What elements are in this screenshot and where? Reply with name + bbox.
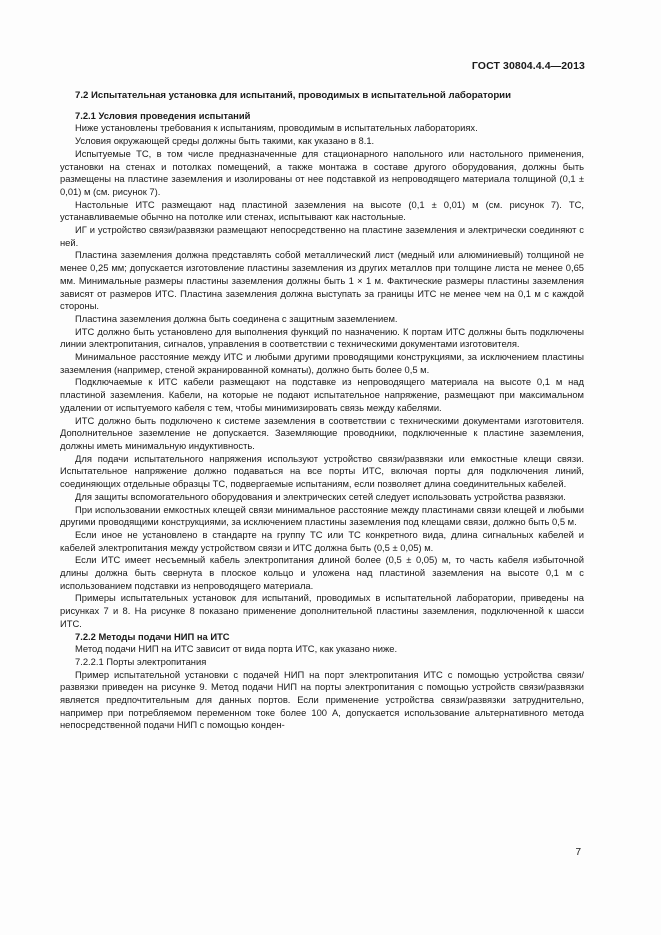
paragraph: Условия окружающей среды должны быть такими, как указано в 8.1. xyxy=(75,135,375,147)
paragraph: Для защиты вспомогательного оборудования и электрических сетей следует использовать устройства развязки. xyxy=(75,490,566,502)
paragraph: Пластина заземления должна представлять собой металлический лист (медный или алюминиевый) толщиной не менее 0,25 мм; допускается изготовление пластины заземления из других металлов при толщине листа не менее 0,65 мм. Минимальные размеры пластины заземления должны быть 1 × 1 м. Фактические размеры пластины заземления зависят от размеров ИТС. Пластина заземления должна выступать за границы ИТС не менее чем на 0,1 м с каждой стороны. xyxy=(60,249,584,312)
paragraph: Пример испытательной установки с подачей НИП на порт электропитания ИТС с помощью устройства связи/развязки приведен на рисунке 9. Метод подачи НИП на порты электропитания с помощью устройств связи/развязки является предпочтительным для данных портов. Если применение устройства связи/развязки затруднительно, например при потребляемом переменном токе более 100 А, допускается использование альтернативного метода непосредственной подачи НИП с помощью конден- xyxy=(60,668,584,731)
page-content xyxy=(60,90,584,732)
paragraph: Метод подачи НИП на ИТС зависит от вида порта ИТС, как указано ниже. xyxy=(75,643,398,655)
paragraph: При использовании емкостных клещей связи минимальное расстояние между пластинами связи клещей и любыми другими проводящими конструкциями, за исключением пластины заземления под клещами связи, должно быть 0,5 м. xyxy=(60,503,584,528)
paragraph: Если иное не установлено в стандарте на группу ТС или ТС конкретного вида, длина сигнальных кабелей и кабелей электропитания между устройством связи и ИТС должна быть (0,5 ± 0,05) м. xyxy=(60,528,584,553)
subsection-heading: 7.2.1 Условия проведения испытаний xyxy=(75,109,251,121)
subsection-body xyxy=(60,122,584,630)
paragraph: Ниже установлены требования к испытаниям, проводимым в испытательных лабораториях. xyxy=(75,122,478,134)
paragraph: ИТС должно быть установлено для выполнения функций по назначению. К портам ИТС должны быть подключены линии электропитания, сигналов, управления в соответствии с техническими документами изготовителя. xyxy=(60,325,584,350)
paragraph: ИТС должно быть подключено к системе заземления в соответствии с техническими документами изготовителя. Дополнительное заземление не допускается. Заземляющие проводники, подключенные к пластине заземления, должны иметь минимальную индуктивность. xyxy=(60,414,584,451)
paragraph: Если ИТС имеет несъемный кабель электропитания длиной более (0,5 ± 0,05) м, то часть кабеля избыточной длины должна быть свернута в плоское кольцо и уложена над пластиной заземления на высоте 0,1 м с использованием подставки из непроводящего материала. xyxy=(60,554,584,591)
paragraph: Для подачи испытательного напряжения используют устройство связи/развязки или емкостные клещи связи. Испытательное напряжение должно подаваться на все порты ИТС, включая порты для подключения линий, соединяющих отдельные образцы ТС, подвергаемые испытаниям, если позволяет длина соединительных кабелей. xyxy=(60,452,584,490)
clause-heading: 7.2.2.1 Порты электропитания xyxy=(75,655,207,667)
standard-designation: ГОСТ 30804.4.4—2013 xyxy=(471,60,585,72)
paragraph: Примеры испытательных установок для испытаний, проводимых в испытательной лаборатории, приведены на рисунках 7 и 8. На рисунке 8 показано применение дополнительной пластины заземления, подключенной к шасси ИТС. xyxy=(60,592,584,629)
section-heading: 7.2 Испытательная установка для испытаний, проводимых в испытательной лаборатории xyxy=(75,90,511,101)
paragraph: Подключаемые к ИТС кабели размещают на подставке из непроводящего материала на высоте 0,1 м над пластиной заземления. Кабели, на которые не подают испытательное напряжение, размещают при максимальном удалении от испытуемого кабеля с тем, чтобы минимизировать связь между кабелями. xyxy=(60,376,584,413)
paragraph: ИГ и устройство связи/развязки размещают непосредственно на пластине заземления и электрически соединяют с ней. xyxy=(60,224,584,248)
paragraph: Настольные ИТС размещают над пластиной заземления на высоте (0,1 ± 0,01) м (см. рисунок 7). ТС, устанавливаемые обычно на потолке или стенах, испытывают как настольные. xyxy=(60,198,584,223)
paragraph: Минимальное расстояние между ИТС и любыми другими проводящими конструкциями, за исключением пластины заземления (например, стеной экранированной комнаты), должно быть более 0,5 м. xyxy=(60,351,584,375)
subsection-heading: 7.2.2 Методы подачи НИП на ИТС xyxy=(75,630,230,642)
page-number: 7 xyxy=(575,847,581,858)
paragraph: Пластина заземления должна быть соединена с защитным заземлением. xyxy=(75,312,398,324)
paragraph: Испытуемые ТС, в том числе предназначенные для стационарного напольного или настольного применения, установки на стенах и потолках помещений, а также монтажа в составе другого оборудования, должны быть размещены на пластине заземления и изолированы от нее подставкой из непроводящего материала толщиной (0,1 ± 0,01) м (см. рисунок 7). xyxy=(60,147,584,197)
